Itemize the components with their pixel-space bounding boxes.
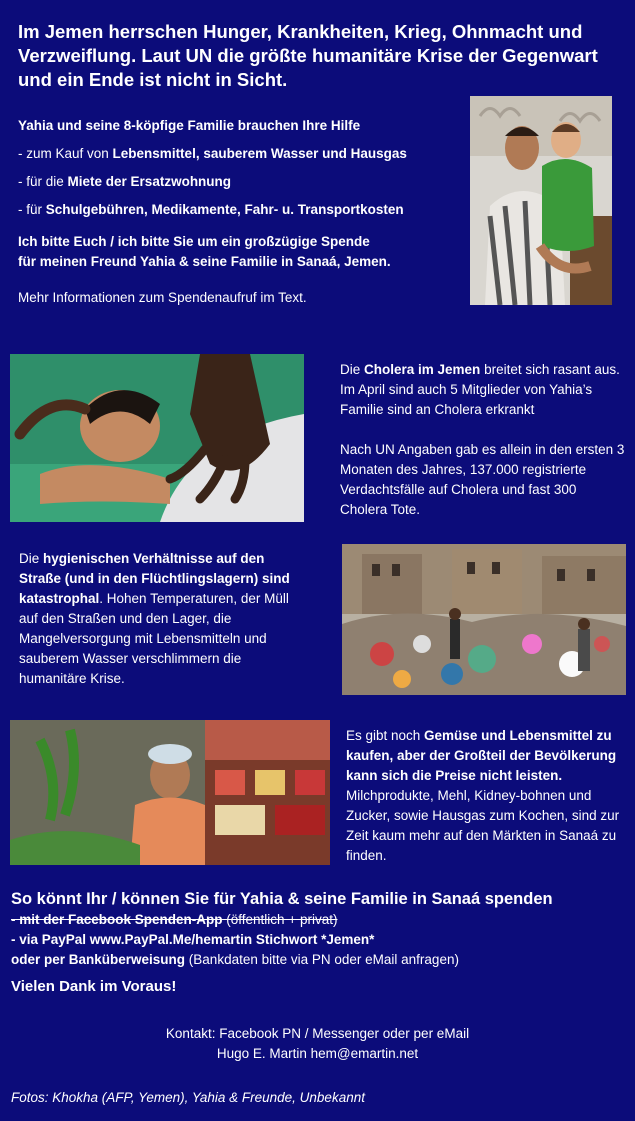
market-vendor-photo: [10, 720, 330, 865]
facebook-method-struck: - mit der Facebook Spenden-App: [11, 912, 223, 927]
facebook-method-note: (öffentlich + privat): [222, 912, 338, 927]
intro-item-prefix: - für die: [18, 174, 68, 189]
garbage-street-photo: [342, 544, 626, 695]
food-text: [346, 726, 629, 866]
cholera-paragraph-2: Nach UN Angaben gab es allein in den ersten 3 Monaten des Jahres, 137.000 registrierte Verdachtsfälle auf Cholera und fast 300 Cholera Tote.: [340, 442, 625, 517]
cholera-post: breitet sich rasant aus. Im April sind auch 5 Mitglieder von Yahia’s Familie sind an Cholera erkrankt: [340, 362, 620, 417]
contact-line-2: Hugo E. Martin hem@emartin.net: [216, 1046, 419, 1061]
bank-method: oder per Banküberweisung: [11, 952, 186, 967]
cholera-pre: Die: [340, 362, 365, 377]
hygiene-pre: Die: [19, 551, 44, 566]
intro-block: [18, 112, 458, 224]
plea-line-1: Ich bitte Euch / ich bitte Sie um ein großzügige Spende: [18, 234, 370, 249]
bank-note: (Bankdaten bitte via PN oder eMail anfragen): [185, 952, 459, 967]
cholera-paragraph-1: [340, 360, 625, 420]
more-info-text: Mehr Informationen zum Spendenaufruf im Text.: [18, 290, 307, 305]
plea-line-2: für meinen Freund Yahia & seine Familie in Sanaá, Jemen.: [18, 254, 391, 269]
donation-paypal: - via PayPal www.PayPal.Me/hemartin Stichwort *Jemen*: [11, 932, 375, 947]
hygiene-bold: hygienischen Verhältnisse auf den Straße (und in den Flüchtlingslagern) sind katastrophal: [19, 551, 290, 606]
food-paragraph: [346, 726, 629, 866]
thanks-text: Vielen Dank im Voraus!: [11, 978, 177, 995]
family-photo: [470, 96, 612, 305]
intro-item-1: [18, 140, 458, 168]
cholera-bold: Cholera im Jemen: [364, 362, 481, 377]
intro-item-prefix: - zum Kauf von: [18, 146, 113, 161]
donation-methods: [11, 910, 631, 970]
contact-block: [0, 1024, 635, 1064]
donation-facebook: [11, 910, 631, 930]
intro-item-prefix: - für: [18, 202, 46, 217]
hygiene-text: [19, 549, 309, 689]
food-bold: Gemüse und Lebensmittel zu kaufen, aber der Großteil der Bevölkerung kann sich die Preise nicht leisten.: [346, 728, 617, 783]
hygiene-post: . Hohen Temperaturen, der Müll auf den Straßen und den Lager, die Mangelversorgung mit Lebensmitteln und sauberem Wasser verschlimmern die humanitäre Krise.: [19, 591, 289, 686]
donation-bank: [11, 950, 631, 970]
intro-item-2: [18, 168, 458, 196]
sick-child-photo: [10, 354, 304, 522]
intro-item-bold: Lebensmittel, sauberem Wasser und Hausgas: [112, 146, 407, 161]
headline: Im Jemen herrschen Hunger, Krankheiten, Krieg, Ohnmacht und Verzweiflung. Laut UN die größte humanitäre Krise der Gegenwart und ein Ende ist nicht in Sicht.: [18, 21, 598, 90]
intro-item-3: [18, 196, 458, 224]
food-post: Milchprodukte, Mehl, Kidney-bohnen und Zucker, sowie Hausgas zum Kochen, sind zur Zeit kaum mehr auf den Märkten in Sanaá zu finden.: [346, 788, 620, 863]
intro-item-bold: Miete der Ersatzwohnung: [67, 174, 232, 189]
contact-line-1: Kontakt: Facebook PN / Messenger oder per eMail: [165, 1026, 470, 1041]
intro-item-bold: Schulgebühren, Medikamente, Fahr- u. Transportkosten: [45, 202, 404, 217]
photo-credits: Fotos: Khokha (AFP, Yemen), Yahia & Freunde, Unbekannt: [11, 1090, 365, 1105]
intro-title: Yahia und seine 8-köpfige Familie brauchen Ihre Hilfe: [18, 118, 361, 133]
food-pre: Es gibt noch: [346, 728, 425, 743]
donation-heading: So könnt Ihr / können Sie für Yahia & seine Familie in Sanaá spenden: [11, 890, 553, 908]
cholera-text: [340, 360, 625, 520]
donation-plea: [18, 232, 458, 272]
hygiene-paragraph: [19, 549, 309, 689]
